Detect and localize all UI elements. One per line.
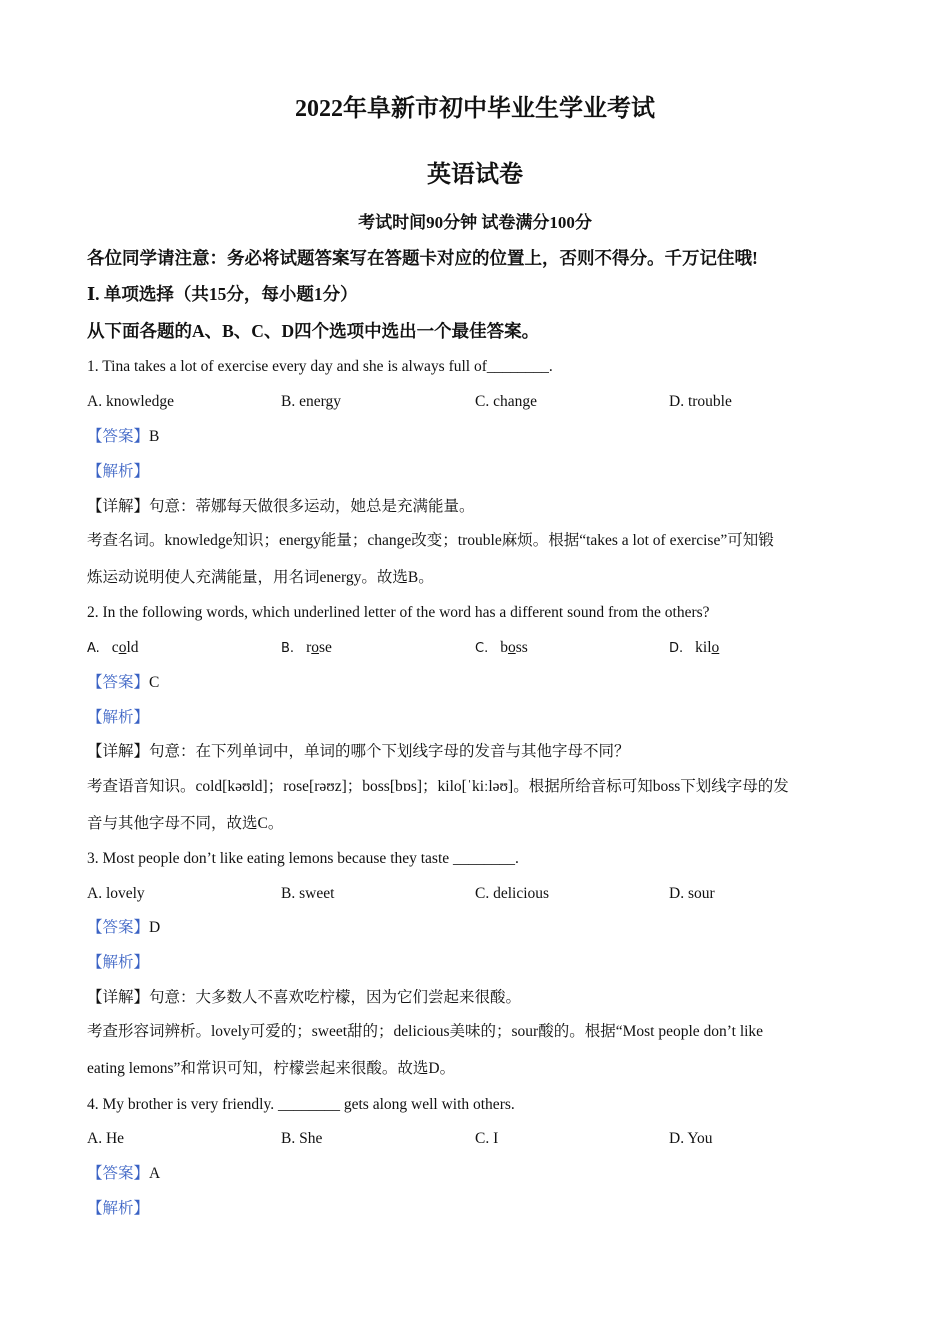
q2-option-d-letter: D. (669, 641, 684, 656)
q1-option-a: A. knowledge (87, 393, 174, 410)
detail-label: 【详解】 (87, 743, 150, 760)
q1-answer-value: B (149, 428, 160, 445)
q2-option-c (475, 637, 528, 660)
q4-option-b: B. She (281, 1130, 323, 1147)
q3-answer (87, 917, 867, 939)
q2-option-b-underlined: o (311, 639, 319, 656)
q4-option-c: C. I (475, 1130, 499, 1147)
question-1-stem: 1. Tina takes a lot of exercise every day and she is always full of________. (87, 358, 553, 375)
q3-analysis-label: 【解析】 (87, 954, 150, 971)
q1-detail (87, 496, 867, 518)
q2-option-a-letter: A. (87, 641, 100, 656)
answer-label: 【答案】 (87, 1165, 150, 1182)
q2-option-a-pre: c (111, 639, 119, 656)
q2-option-a-post: ld (126, 639, 139, 656)
q4-analysis-label: 【解析】 (87, 1200, 150, 1217)
q1-explain-line-2: 炼运动说明使人充满能量，用名词energy。故选B。 (87, 569, 434, 586)
q3-explain-line-1: 考查形容词辨析。lovely可爱的；sweet甜的；delicious美味的；sour酸的。根据“Most people don’t like (87, 1023, 764, 1040)
q2-option-c-underlined: o (507, 639, 516, 656)
q2-explain-line-2: 音与其他字母不同，故选C。 (87, 815, 284, 832)
q2-option-d-underlined: o (711, 639, 720, 656)
q3-option-d: D. sour (669, 885, 715, 902)
q2-option-b-pre: r (306, 639, 312, 656)
answer-label: 【答案】 (87, 919, 150, 936)
q2-option-c-post: ss (515, 639, 528, 656)
notice: 各位同学请注意：务必将试题答案写在答题卡对应的位置上，否则不得分。千万记住哦! (87, 248, 758, 268)
exam-subject: 英语试卷 (427, 162, 523, 188)
q2-explain-line-1: 考查语音知识。cold[kəʊld]；rose[rəʊz]；boss[bɒs]；kilo[ˈkiːləʊ]。根据所给音标可知boss下划线字母的发 (87, 778, 789, 795)
exam-info: 考试时间90分钟 试卷满分100分 (358, 213, 592, 232)
q2-detail (87, 741, 867, 763)
q2-analysis-label: 【解析】 (87, 709, 150, 726)
q2-option-c-letter: C. (475, 641, 489, 656)
answer-label: 【答案】 (87, 428, 150, 445)
q2-option-d (669, 637, 719, 660)
question-3-stem: 3. Most people don’t like eating lemons because they taste ________. (87, 850, 519, 867)
q3-answer-value: D (149, 919, 161, 936)
q3-detail-text: 句意：大多数人不喜欢吃柠檬，因为它们尝起来很酸。 (149, 989, 522, 1006)
q4-answer (87, 1163, 867, 1185)
q4-option-d: D. You (669, 1130, 713, 1147)
q2-option-a-underlined: o (118, 639, 127, 656)
section-heading: Ⅰ. 单项选择（共15分，每小题1分） (87, 284, 358, 304)
q2-option-b (281, 637, 332, 660)
q1-answer (87, 426, 867, 448)
q3-detail (87, 987, 867, 1009)
q1-detail-text: 句意：蒂娜每天做很多运动，她总是充满能量。 (149, 498, 475, 515)
q2-option-d-pre: kil (695, 639, 712, 656)
detail-label: 【详解】 (87, 498, 150, 515)
q2-option-b-letter: B. (281, 641, 295, 656)
detail-label: 【详解】 (87, 989, 150, 1006)
question-4-stem: 4. My brother is very friendly. ________ gets along well with others. (87, 1096, 515, 1113)
q1-explain-line-1: 考查名词。knowledge知识；energy能量；change改变；trouble麻烦。根据“takes a lot of exercise”可知锻 (87, 532, 774, 549)
q4-option-a: A. He (87, 1130, 125, 1147)
q3-explain-line-2: eating lemons”和常识可知，柠檬尝起来很酸。故选D。 (87, 1060, 456, 1077)
answer-label: 【答案】 (87, 674, 150, 691)
question-2-stem: 2. In the following words, which underlined letter of the word has a different sound from the others? (87, 604, 710, 621)
q3-option-b: B. sweet (281, 885, 335, 902)
q2-detail-text: 句意：在下列单词中，单词的哪个下划线字母的发音与其他字母不同？ (149, 743, 630, 760)
q3-option-a: A. lovely (87, 885, 145, 902)
q1-analysis-label: 【解析】 (87, 463, 150, 480)
exam-title: 2022年阜新市初中毕业生学业考试 (295, 96, 655, 122)
q2-answer-value: C (149, 674, 160, 691)
q2-option-c-pre: b (500, 639, 508, 656)
q2-option-b-post: se (318, 639, 332, 656)
section-instruction: 从下面各题的A、B、C、D四个选项中选出一个最佳答案。 (87, 321, 540, 341)
q1-option-c: C. change (475, 393, 537, 410)
q4-answer-value: A (149, 1165, 161, 1182)
q2-option-a (87, 637, 139, 660)
q2-answer (87, 672, 867, 694)
q1-option-b: B. energy (281, 393, 341, 410)
q1-option-d: D. trouble (669, 393, 732, 410)
q3-option-c: C. delicious (475, 885, 550, 902)
